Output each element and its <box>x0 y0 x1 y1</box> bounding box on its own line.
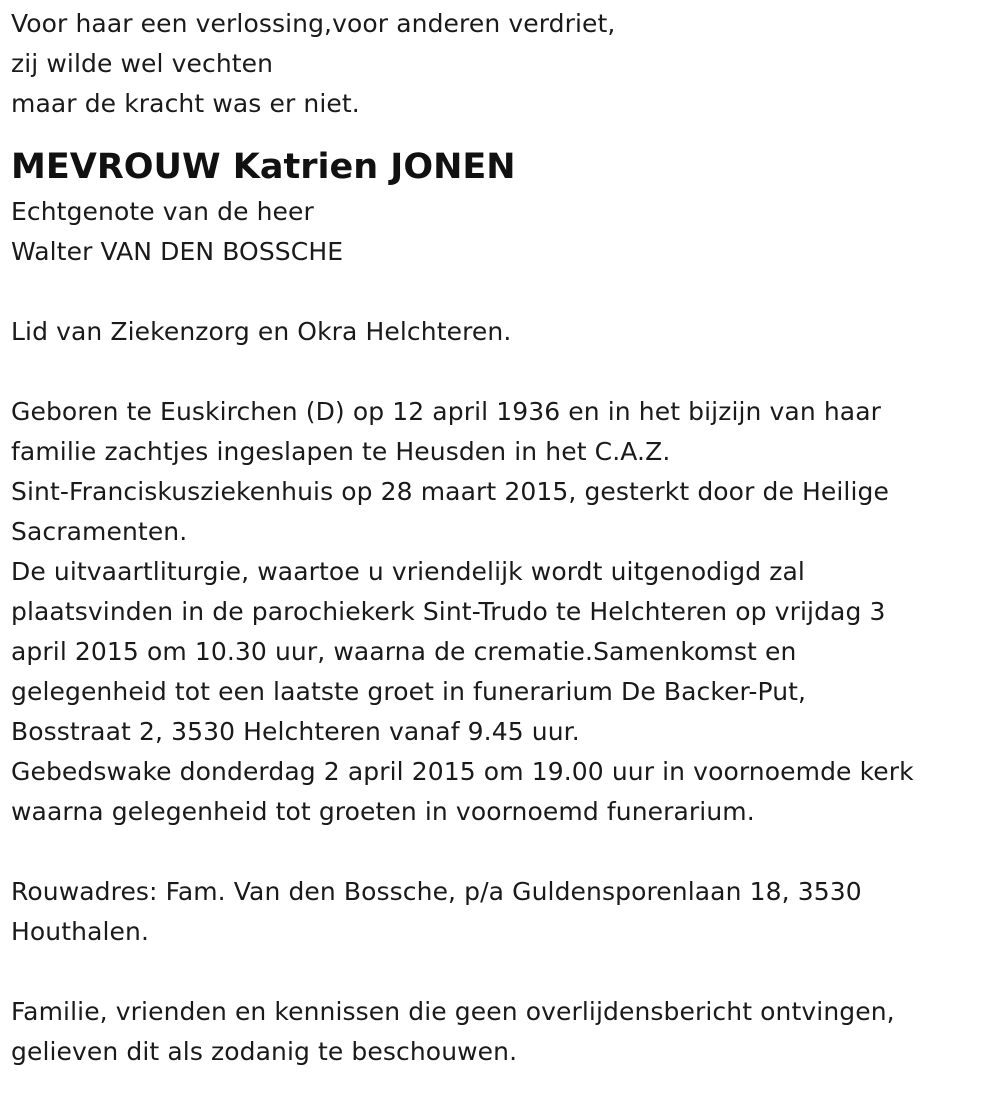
deceased-name: MEVROUW Katrien JONEN <box>11 147 516 187</box>
address-line: Rouwadres: Fam. Van den Bossche, p/a Guldensporenlaan 18, 3530 <box>11 877 862 906</box>
detail-line: plaatsvinden in de parochiekerk Sint-Trudo te Helchteren op vrijdag 3 <box>11 597 886 626</box>
closing-line: gelieven dit als zodanig te beschouwen. <box>11 1037 518 1066</box>
spacer <box>11 352 991 392</box>
detail-line: Bosstraat 2, 3530 Helchteren vanaf 9.45 uur. <box>11 717 580 746</box>
spacer <box>11 952 991 992</box>
closing-note <box>11 992 991 1072</box>
poem-line: maar de kracht was er niet. <box>11 89 360 118</box>
detail-line: familie zachtjes ingeslapen te Heusden in het C.A.Z. <box>11 437 671 466</box>
detail-line: Gebedswake donderdag 2 april 2015 om 19.00 uur in voornoemde kerk <box>11 757 914 786</box>
detail-line: gelegenheid tot een laatste groet in funerarium De Backer-Put, <box>11 677 807 706</box>
detail-line: waarna gelegenheid tot groeten in voornoemd funerarium. <box>11 797 755 826</box>
detail-line: De uitvaartliturgie, waartoe u vriendelijk wordt uitgenodigd zal <box>11 557 805 586</box>
address-line: Houthalen. <box>11 917 150 946</box>
spouse-info <box>11 192 991 272</box>
poem-line: Voor haar een verlossing,voor anderen verdriet, <box>11 9 616 38</box>
mourning-address <box>11 872 991 952</box>
detail-line: Sacramenten. <box>11 517 188 546</box>
closing-line: Familie, vrienden en kennissen die geen overlijdensbericht ontvingen, <box>11 997 895 1026</box>
spacer <box>11 272 991 312</box>
funeral-details <box>11 392 991 832</box>
spacer <box>11 832 991 872</box>
spouse-line: Walter VAN DEN BOSSCHE <box>11 237 344 266</box>
spouse-line: Echtgenote van de heer <box>11 197 314 226</box>
membership: Lid van Ziekenzorg en Okra Helchteren. <box>11 317 512 346</box>
poem-line: zij wilde wel vechten <box>11 49 274 78</box>
obituary-document <box>11 4 991 1072</box>
detail-line: Geboren te Euskirchen (D) op 12 april 1936 en in het bijzijn van haar <box>11 397 881 426</box>
detail-line: Sint-Franciskusziekenhuis op 28 maart 2015, gesterkt door de Heilige <box>11 477 889 506</box>
poem <box>11 4 991 124</box>
detail-line: april 2015 om 10.30 uur, waarna de crematie.Samenkomst en <box>11 637 797 666</box>
